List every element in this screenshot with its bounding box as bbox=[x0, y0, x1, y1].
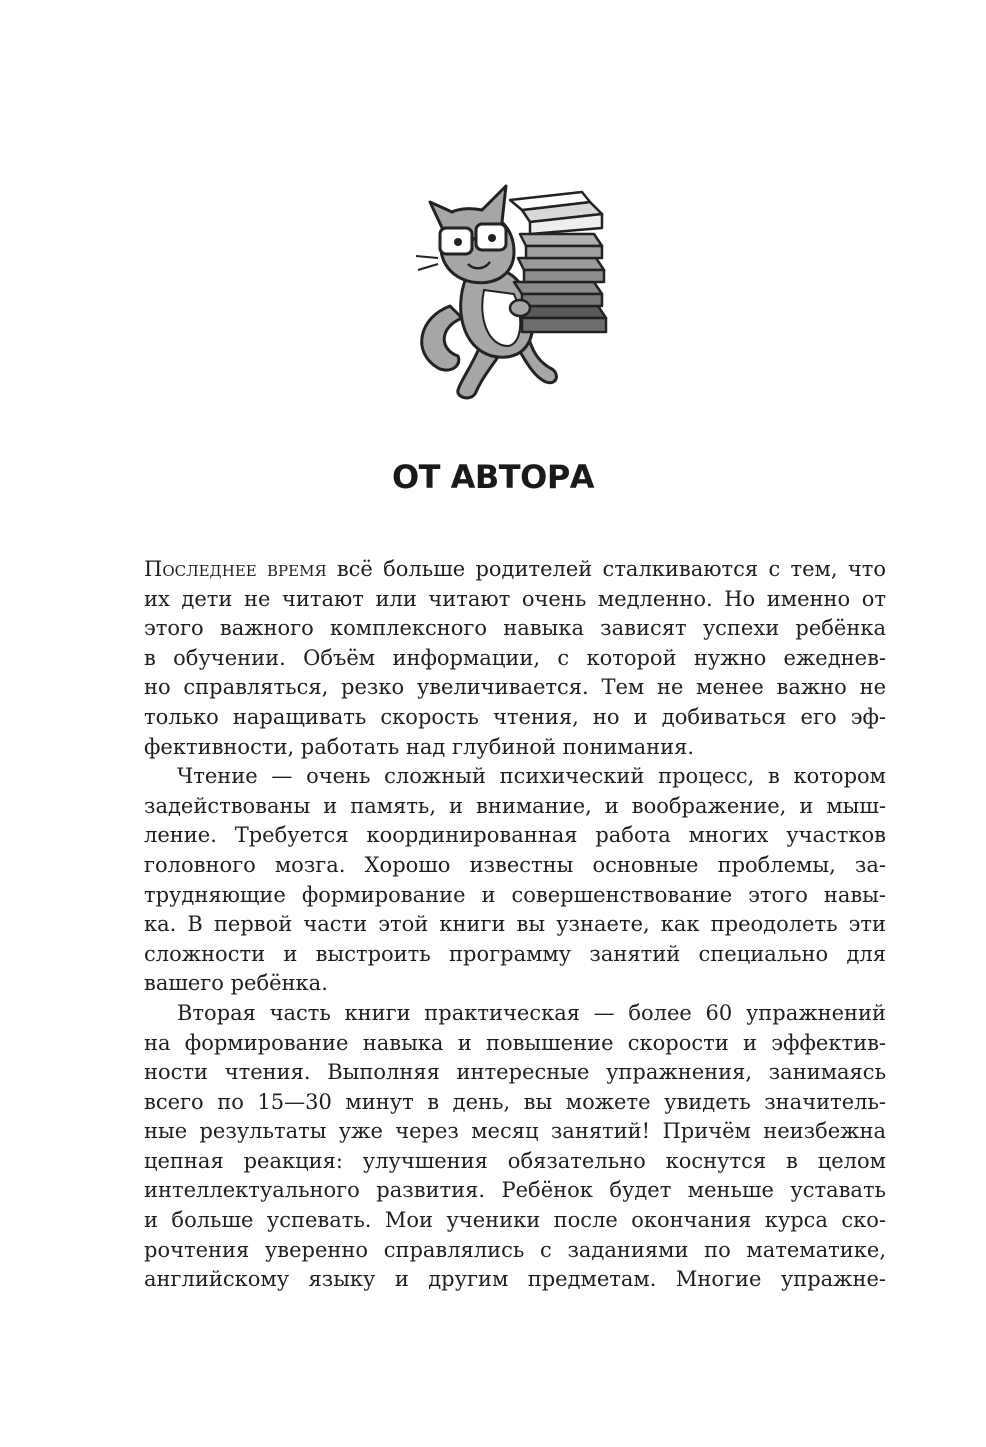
text-line: цепная реакция: улучшения обязательно коснутся в целом bbox=[144, 1148, 886, 1173]
text-line: этого важного комплексного навыка зависят успехи ребёнка bbox=[144, 616, 886, 641]
text-line: только наращивать скорость чтения, но и добиваться его эф- bbox=[144, 704, 886, 729]
text-line: задействованы и память, и внимание, и воображение, и мыш- bbox=[144, 793, 886, 818]
text-line: вашего ребёнка. bbox=[144, 971, 328, 996]
text-line: но справляться, резко увеличивается. Тем не менее важно не bbox=[144, 675, 886, 700]
text-line: ление. Требуется координированная работа многих участков bbox=[144, 823, 886, 848]
text-line: в обучении. Объём информации, с которой нужно ежеднев- bbox=[144, 645, 886, 670]
text-line: рочтения уверенно справлялись с заданиями по математике, bbox=[144, 1237, 886, 1262]
text-line: сложности и выстроить программу занятий специально для bbox=[144, 941, 886, 966]
body-text bbox=[144, 555, 886, 1295]
text-line: Вторая часть книги практическая — более 60 упражнений bbox=[177, 1000, 886, 1025]
text-line: трудняющие формирование и совершенствование этого навы- bbox=[144, 882, 886, 907]
text-line: английскому языку и другим предметам. Многие упражне- bbox=[144, 1267, 886, 1292]
text-line: ка. В первой части этой книги вы узнаете, как преодолеть эти bbox=[144, 912, 886, 937]
text-line: и больше успевать. Мои ученики после окончания курса ско- bbox=[144, 1208, 886, 1233]
text-line: ности чтения. Выполняя интересные упражнения, занимаясь bbox=[144, 1060, 886, 1085]
text-line: Последнее время всё больше родителей сталкиваются с тем, что bbox=[144, 557, 886, 581]
text-line: всего по 15—30 минут в день, вы можете увидеть значитель- bbox=[144, 1089, 886, 1114]
text-line: интеллектуального развития. Ребёнок будет меньше уставать bbox=[144, 1178, 886, 1203]
text-line: головного мозга. Хорошо известны основные проблемы, за- bbox=[144, 852, 886, 877]
text-line: Чтение — очень сложный психический процесс, в котором bbox=[177, 764, 886, 789]
text-line: на формирование навыка и повышение скорости и эффектив- bbox=[144, 1030, 886, 1055]
text-line: фективности, работать над глубиной понимания. bbox=[144, 734, 695, 759]
cat-carrying-books-icon bbox=[410, 178, 620, 408]
text-line: ные результаты уже через месяц занятий! Причём неизбежна bbox=[144, 1119, 886, 1144]
text-line: их дети не читают или читают очень медленно. Но именно от bbox=[144, 586, 886, 611]
lead-in: Последнее время bbox=[144, 557, 327, 581]
page-title: ОТ АВТОРА bbox=[391, 458, 595, 496]
